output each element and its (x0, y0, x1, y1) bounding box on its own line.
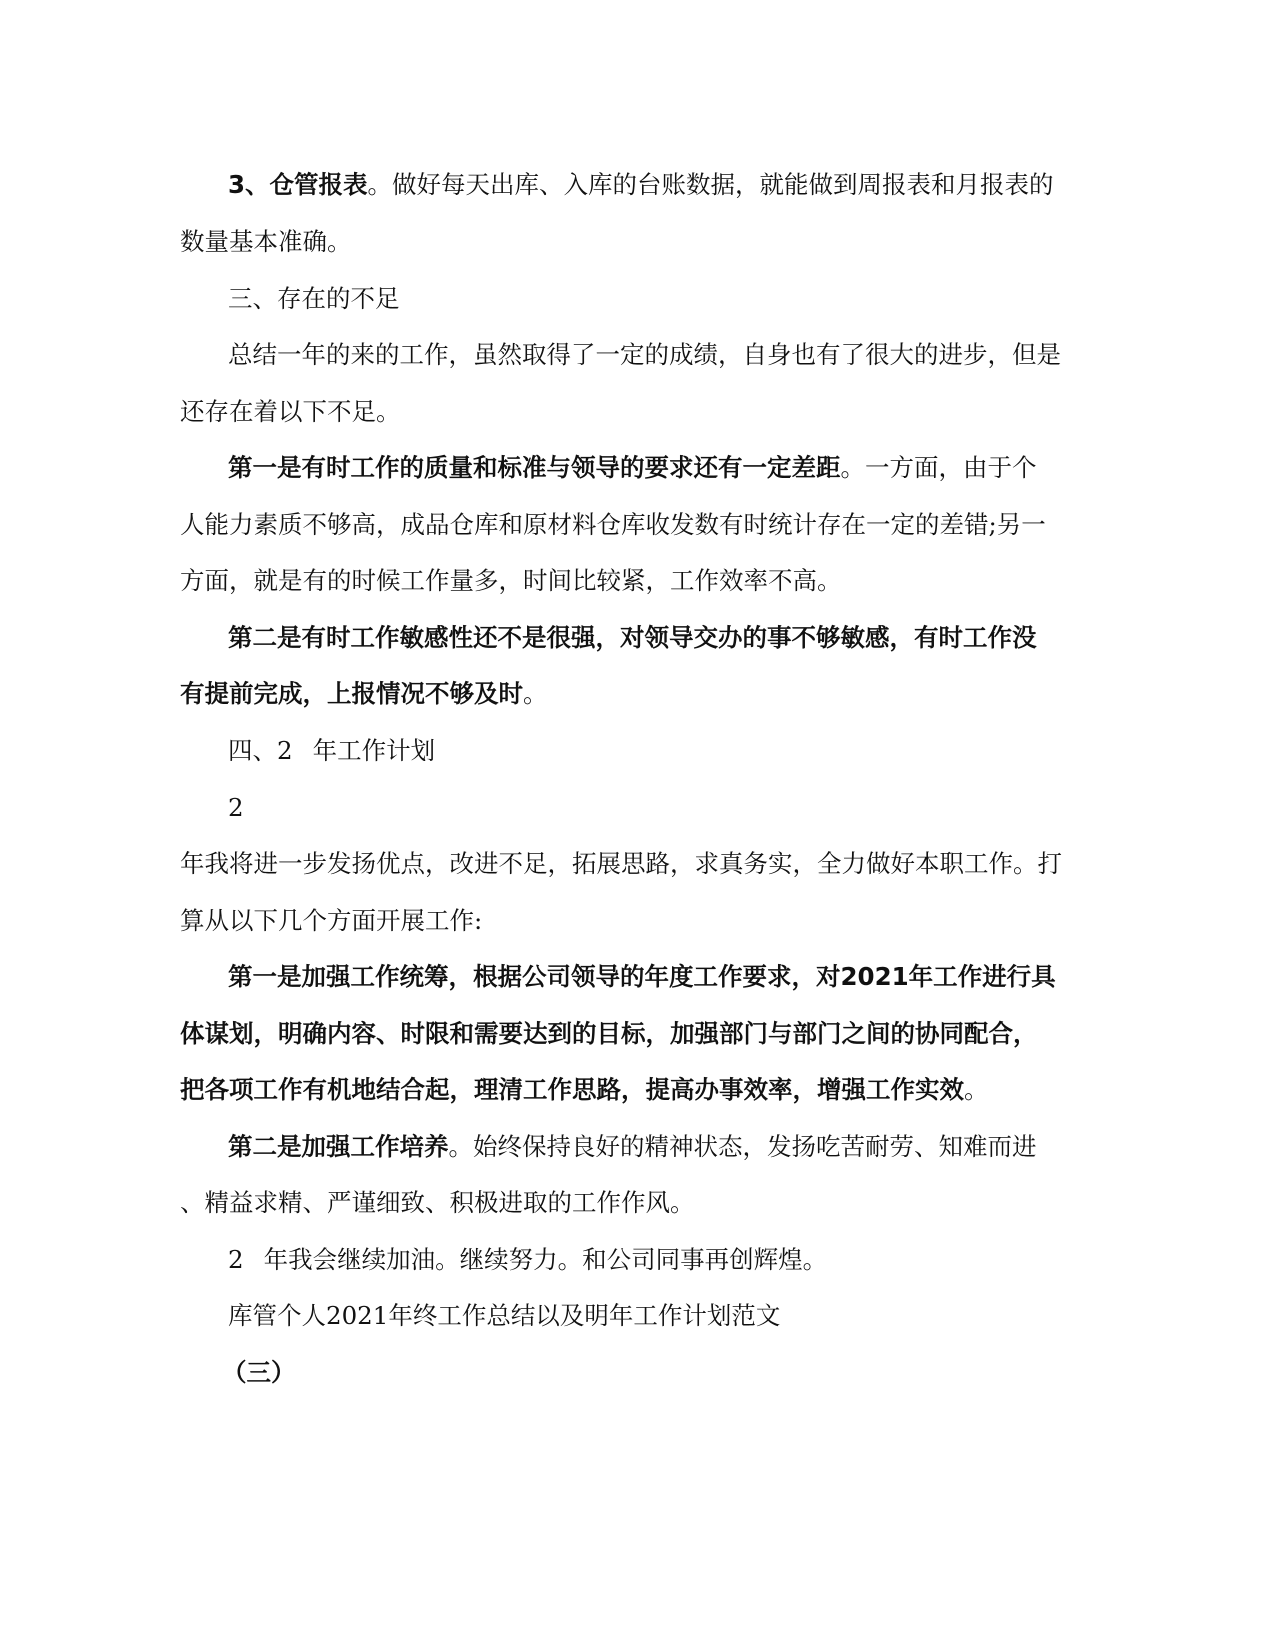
paragraph-shortcoming-one-line-1 (228, 451, 1037, 485)
warehouse-report-heading: 3、仓管报表 (228, 170, 368, 199)
paragraph-plan-one-line-1: 第一是加强工作统筹，根据公司领导的年度工作要求，对2021年工作进行具 (228, 962, 1056, 991)
paragraph-shortcoming-two-line-2 (180, 677, 548, 711)
paragraph-plan-one-line-3 (180, 1073, 989, 1107)
section-heading-work-plan (228, 734, 435, 768)
shortcoming-two-bold-end: 有提前完成，上报情况不够及时 (180, 679, 523, 708)
paragraph-plan-intro-line-2: 算从以下几个方面开展工作: (180, 906, 483, 935)
paragraph-plan-intro-line-1: 年我将进一步发扬优点，改进不足，拓展思路，求真务实，全力做好本职工作。打 (180, 849, 1062, 878)
paragraph-shortcoming-two-line-1: 第二是有时工作敏感性还不是很强，对领导交办的事不够敏感，有时工作没 (228, 623, 1037, 652)
paragraph-summary-line-1: 总结一年的来的工作，虽然取得了一定的成绩，自身也有了很大的进步，但是 (228, 340, 1061, 369)
plan-two-heading: 第二是加强工作培养 (228, 1132, 449, 1161)
paragraph-closing (228, 1243, 827, 1277)
closing-prefix: 2 (228, 1245, 244, 1274)
plan-one-bold-end: 把各项工作有机地结合起，理清工作思路，提高办事效率，增强工作实效 (180, 1075, 964, 1104)
next-article-number: （三） (222, 1358, 296, 1387)
warehouse-report-text: 。做好每天出库、入库的台账数据，就能做到周报表和月报表的 (367, 170, 1054, 199)
shortcoming-one-heading: 第一是有时工作的质量和标准与领导的要求还有一定差距 (228, 453, 841, 482)
shortcoming-one-text: 。一方面，由于个 (840, 453, 1037, 482)
closing-text: 年我会继续加油。继续努力。和公司同事再创辉煌。 (263, 1245, 828, 1274)
shortcoming-two-period: 。 (523, 679, 548, 708)
plan-one-period: 。 (964, 1075, 989, 1104)
paragraph-shortcoming-one-line-2: 人能力素质不够高，成品仓库和原材料仓库收发数有时统计存在一定的差错;另一 (180, 510, 1046, 539)
paragraph-shortcoming-one-line-3: 方面，就是有的时候工作量多，时间比较紧，工作效率不高。 (180, 566, 842, 595)
paragraph-plan-one-line-2: 体谋划，明确内容、时限和需要达到的目标，加强部门与部门之间的协同配合， (180, 1019, 1038, 1048)
next-article-title: 库管个人2021年终工作总结以及明年工作计划范文 (228, 1301, 781, 1330)
year-fragment: 2 (228, 793, 244, 822)
paragraph-plan-two-line-1 (228, 1130, 1037, 1164)
paragraph-plan-two-line-2: 、精益求精、严谨细致、积极进取的工作作风。 (180, 1188, 695, 1217)
paragraph-warehouse-report-line-1 (228, 168, 1054, 202)
work-plan-heading-prefix: 四、2 (228, 736, 293, 765)
plan-two-text: 。始终保持良好的精神状态，发扬吃苦耐劳、知难而进 (448, 1132, 1037, 1161)
section-heading-shortcomings: 三、存在的不足 (228, 284, 400, 313)
paragraph-summary-line-2: 还存在着以下不足。 (180, 397, 401, 426)
work-plan-heading-suffix: 年工作计划 (312, 736, 436, 765)
paragraph-warehouse-report-line-2: 数量基本准确。 (180, 227, 352, 256)
